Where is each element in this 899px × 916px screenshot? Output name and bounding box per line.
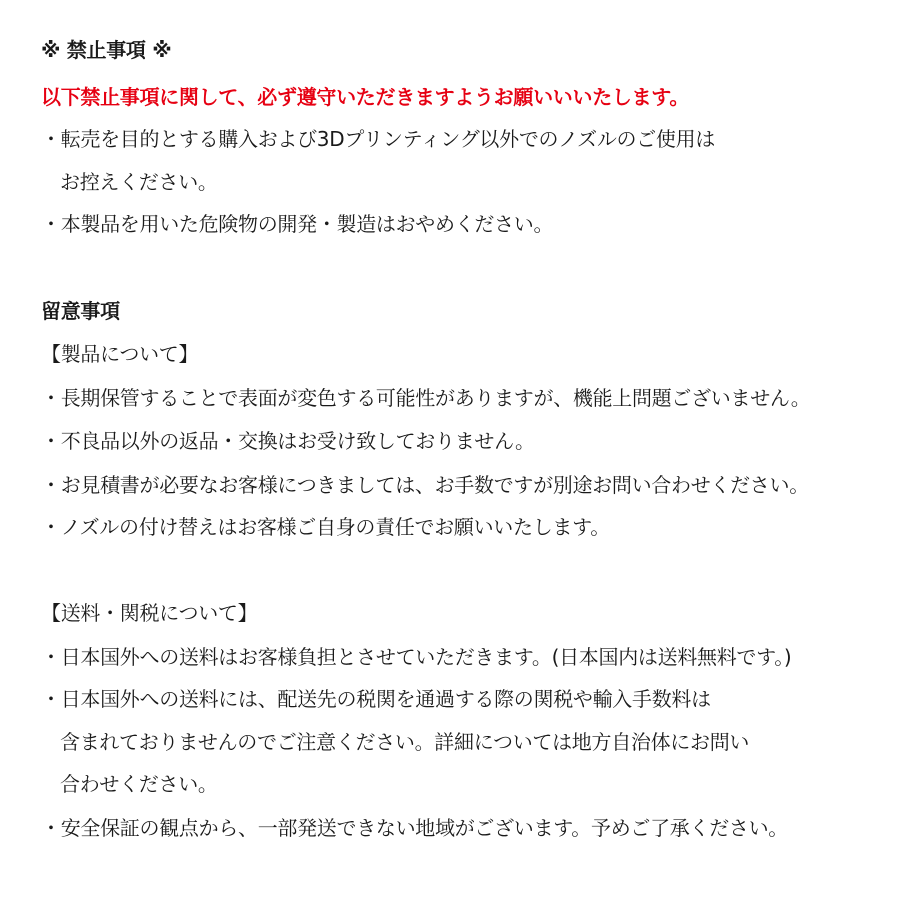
product-item-3: ・お見積書が必要なお客様につきましては、お手数ですが別途お問い合わせください。	[41, 473, 809, 497]
shipping-item-3: ・安全保証の観点から、一部発送できない地域がございます。予めご了承ください。	[41, 816, 788, 840]
product-section-title: 【製品について】	[41, 342, 199, 366]
shipping-item-2-line2: 含まれておりませんのでご注意ください。詳細については地方自治体にお問い	[60, 730, 750, 754]
notes-heading: 留意事項	[41, 299, 120, 323]
prohibited-item-2: ・本製品を用いた危険物の開発・製造はおやめください。	[41, 212, 554, 236]
product-item-1: ・長期保管することで表面が変色する可能性がありますが、機能上問題ございません。	[41, 386, 811, 410]
product-item-2: ・不良品以外の返品・交換はお受け致しておりません。	[41, 429, 535, 453]
product-item-4: ・ノズルの付け替えはお客様ご自身の責任でお願いいたします。	[41, 515, 610, 539]
prohibited-item-1-line2: お控えください。	[60, 170, 218, 194]
prohibited-heading: ※ 禁止事項 ※	[41, 38, 172, 62]
prohibited-item-1-line1: ・転売を目的とする購入および3Dプリンティング以外でのノズルのご使用は	[41, 127, 716, 151]
shipping-section-title: 【送料・関税について】	[41, 601, 258, 625]
shipping-item-2-line3: 合わせください。	[60, 772, 218, 796]
shipping-item-2-line1: ・日本国外への送料には、配送先の税関を通過する際の関税や輸入手数料は	[41, 687, 711, 711]
shipping-item-1: ・日本国外への送料はお客様負担とさせていただきます。(日本国内は送料無料です。)	[41, 645, 792, 669]
prohibited-notice: 以下禁止事項に関して、必ず遵守いただきますようお願いいいたします。	[41, 85, 690, 109]
